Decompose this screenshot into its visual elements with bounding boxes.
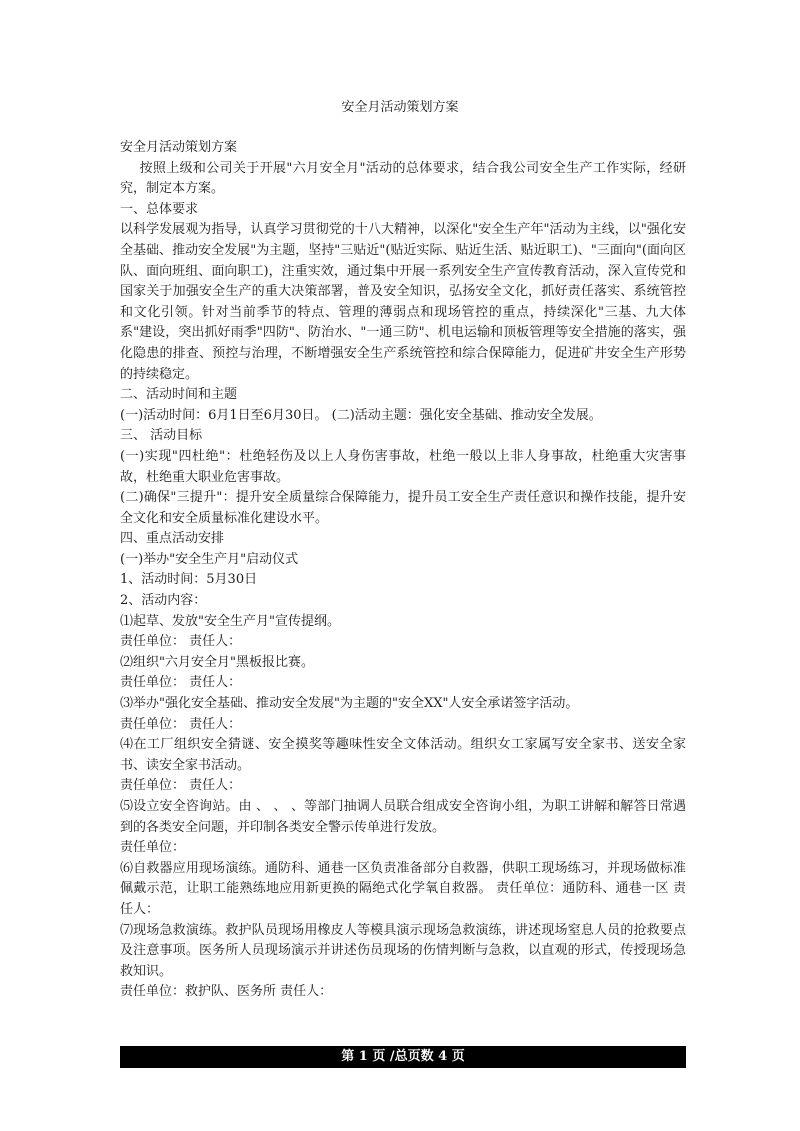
section-heading: 三、 活动目标 — [120, 428, 203, 444]
paragraph: (一)活动时间：6月1日至6月30日。 (二)活动主题：强化安全基础、推动安全发展。 — [120, 407, 602, 423]
paragraph: (二)确保"三提升"：提升安全质量综合保障能力，提升员工安全生产责任意识和操作技能，提升安全文化和安全质量标准化建设水平。 — [120, 490, 686, 526]
paragraph-intro: 按照上级和公司关于开展"六月安全月"活动的总体要求，结合我公司安全生产工作实际，经研究，制定本方案。 — [120, 160, 686, 197]
page-footer: 第 1 页 /总页数 4 页 — [120, 1046, 686, 1068]
section-heading: 一、总体要求 — [120, 201, 199, 217]
responsibility-line: 责任单位：救护队、医务所 责任人： — [120, 984, 333, 1000]
section-heading: 二、活动时间和主题 — [120, 387, 238, 403]
responsibility-line: 责任单位： 责任人： — [120, 675, 242, 691]
list-item: ⑺现场急救演练。救护队员现场用橡皮人等模具演示现场急救演练，讲述现场窒息人员的抢救要点及注意事项。医务所人员现场演示并讲述伤员现场的伤情判断与急救，以直观的形式，传授现场急救知识。 — [120, 922, 686, 979]
document-title: 安全月活动策划方案 — [341, 100, 459, 115]
paragraph: 2、活动内容： — [120, 593, 207, 609]
list-item: ⑹自救器应用现场演练。通防科、通巷一区负责准备部分自救器，供职工现场练习，并现场做标准佩戴示范，让职工能熟练地应用新更换的隔绝式化学氧自救器。 责任单位：通防科、通巷一区 责任人： — [120, 860, 686, 917]
responsibility-line: 责任单位： 责任人： — [120, 778, 242, 794]
list-item: ⑵组织"六月安全月"黑板报比赛。 — [120, 654, 314, 670]
paragraph-heading: 安全月活动策划方案 — [120, 140, 238, 155]
paragraph: (一)举办"安全生产月"启动仪式 — [120, 551, 299, 567]
list-item: ⑶举办"强化安全基础、推动安全发展"为主题的"安全XX"人安全承诺签字活动。 — [120, 696, 579, 712]
responsibility-line: 责任单位： 责任人： — [120, 716, 242, 732]
list-item: ⑴起草、发放"安全生产月"宣传提纲。 — [120, 613, 340, 629]
responsibility-line: 责任单位： — [120, 840, 186, 856]
document-body — [120, 138, 686, 1003]
section-heading: 四、重点活动安排 — [120, 531, 225, 547]
paragraph: 以科学发展观为指导，认真学习贯彻党的十八大精神，以深化"安全生产年"活动为主线，以"强化安全基础、推动安全发展"为主题，坚持"三贴近"(贴近实际、贴近生活、贴近职工)、"三面向"(面向区队、面向班组、面向职工)，注重实效，通过集中开展一系列安全生产宣传教育活动，深入宣传党和国家关于加强安全生产的重大决策部署，普及安全知识，弘扬安全文化，抓好责任落实、系统管控和文化引领。针对当前季节的特点、管理的薄弱点和现场管控的重点，持续深化"三基、九大体系"建设，突出抓好雨季"四防"、防治水、"一通三防"、机电运输和顶板管理等安全措施的落实，强化隐患的排查、预控与治理，不断增强安全生产系统管控和综合保障能力，促进矿井安全生产形势的持续稳定。 — [120, 222, 686, 382]
responsibility-line: 责任单位： 责任人： — [120, 634, 242, 650]
paragraph: (一)实现"四杜绝"：杜绝轻伤及以上人身伤害事故，杜绝一般以上非人身事故，杜绝重大灾害事故，杜绝重大职业危害事故。 — [120, 448, 686, 485]
list-item: ⑸设立安全咨询站。由 、 、 、等部门抽调人员联合组成安全咨询小组，为职工讲解和解答日常遇到的各类安全问题，并印制各类安全警示传单进行发放。 — [120, 799, 686, 835]
paragraph: 1、活动时间：5月30日 — [120, 572, 258, 588]
list-item: ⑷在工厂组织安全猜谜、安全摸奖等趣味性安全文体活动。组织女工家属写安全家书、送安全家书、读安全家书活动。 — [120, 737, 686, 773]
